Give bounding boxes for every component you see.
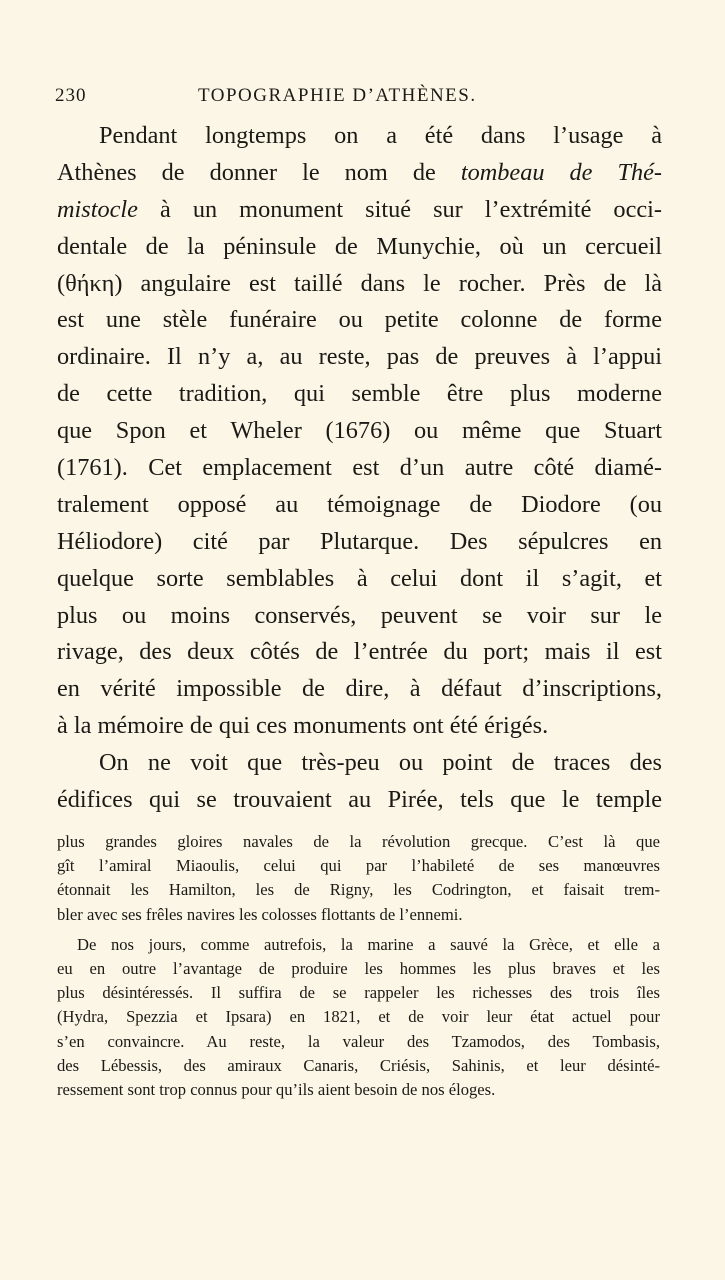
- text-line: dentale de la péninsule de Munychie, où un cercueil: [57, 232, 662, 260]
- text-line: à la mémoire de qui ces monuments ont été érigés.: [57, 712, 549, 740]
- footnote-line: (Hydra, Spezzia et Ipsara) en 1821, et de voir leur état actuel pour: [57, 1007, 660, 1027]
- text-line: mistocle à un monument situé sur l’extrémité occi-: [57, 195, 662, 223]
- text-line: édifices qui se trouvaient au Pirée, tels que le temple: [57, 786, 662, 814]
- text-line: rivage, des deux côtés de l’entrée du port; mais il est: [57, 638, 662, 666]
- text-line: de cette tradition, qui semble être plus moderne: [57, 380, 662, 408]
- footnote-line: plus grandes gloires navales de la révolution grecque. C’est là que: [57, 832, 660, 851]
- text-line: Pendant longtemps on a été dans l’usage à: [99, 122, 662, 149]
- main-text: [57, 118, 662, 819]
- text-line: Héliodore) cité par Plutarque. Des sépulcres en: [57, 527, 662, 555]
- text-line: plus ou moins conservés, peuvent se voir sur le: [57, 601, 662, 629]
- running-title: TOPOGRAPHIE D’ATHÈNES.: [198, 85, 477, 106]
- text-line: est une stèle funéraire ou petite colonne de forme: [57, 306, 662, 334]
- text-line: tralement opposé au témoignage de Diodore (ou: [57, 490, 662, 518]
- footnote-line: des Lébessis, des amiraux Canaris, Criésis, Sahinis, et leur désinté-: [57, 1055, 660, 1075]
- footnote-line: plus désintéressés. Il suffira de se rappeler les richesses des trois îles: [57, 983, 660, 1003]
- footnote-line: bler avec ses frêles navires les colosses flottants de l’ennemi.: [57, 904, 463, 924]
- footnote-line: s’en convaincre. Au reste, la valeur des Tzamodos, des Tombasis,: [57, 1031, 660, 1051]
- footnote-line: ressement sont trop connus pour qu’ils aient besoin de nos éloges.: [57, 1079, 496, 1099]
- text-line: (θήκη) angulaire est taillé dans le rocher. Près de là: [57, 269, 662, 297]
- footnote-line: étonnait les Hamilton, les de Rigny, les Codrington, et faisait trem-: [57, 880, 660, 900]
- text-line: en vérité impossible de dire, à défaut d’inscriptions,: [57, 675, 662, 703]
- italic-phrase: tombeau de Thé-: [460, 158, 662, 186]
- page-number: 230: [55, 85, 87, 106]
- footnote-line: eu en outre l’avantage de produire les hommes les plus braves et les: [57, 958, 660, 978]
- text-line: Athènes de donner le nom de tombeau de Thé-: [57, 158, 662, 186]
- text-line: quelque sorte semblables à celui dont il s’agit, et: [57, 564, 662, 592]
- text-line: On ne voit que très-peu ou point de traces des: [99, 749, 662, 777]
- running-head: [55, 85, 665, 111]
- text-line: (1761). Cet emplacement est d’un autre côté diamé-: [57, 454, 662, 482]
- footnote-line: De nos jours, comme autrefois, la marine a sauvé la Grèce, et elle a: [77, 934, 660, 954]
- text-line: ordinaire. Il n’y a, au reste, pas de preuves à l’appui: [57, 343, 662, 371]
- footnote-line: gît l’amiral Miaoulis, celui qui par l’habileté de ses manœuvres: [57, 856, 660, 876]
- text-line: que Spon et Wheler (1676) ou même que Stuart: [57, 417, 662, 445]
- footnotes: [57, 830, 660, 1102]
- italic-phrase: mistocle: [57, 195, 138, 223]
